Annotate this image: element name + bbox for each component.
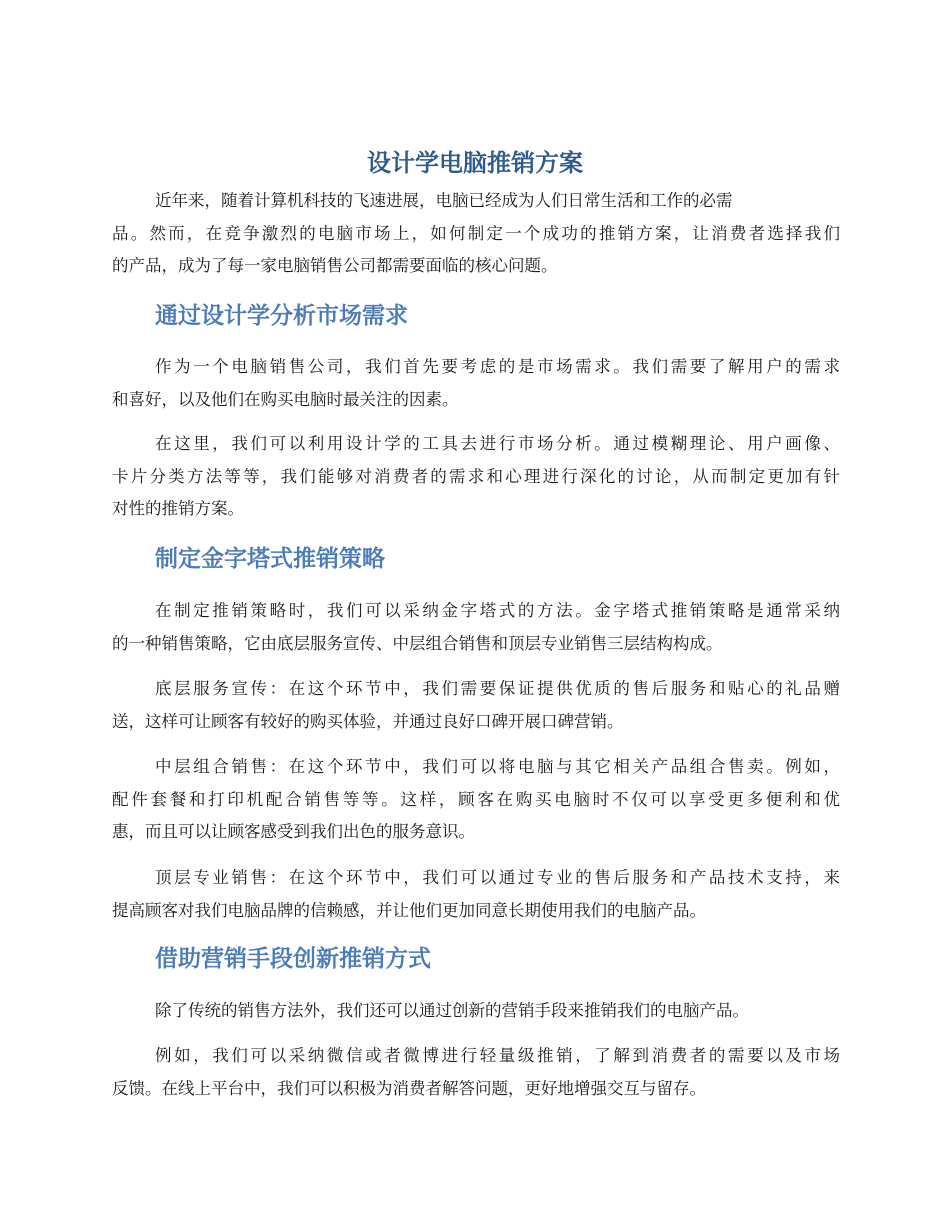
section-heading-pyramid-strategy: 制定金字塔式推销策略 xyxy=(155,546,385,572)
section-heading-market-analysis: 通过设计学分析市场需求 xyxy=(155,303,408,329)
paragraph-line: 的一种销售策略，它由底层服务宣传、中层组合销售和顶层专业销售三层结构构成。 xyxy=(112,633,723,653)
paragraph-line: 在制定推销策略时，我们可以采纳金字塔式的方法。金字塔式推销策略是通常采纳 xyxy=(155,601,840,620)
paragraph-line: 和喜好，以及他们在购买电脑时最关注的因素。 xyxy=(112,389,459,409)
section2-paragraph-3 xyxy=(112,751,840,849)
paragraph-line: 反馈。在线上平台中，我们可以积极为消费者解答问题，更好地增强交互与留存。 xyxy=(112,1078,706,1098)
document-title: 设计学电脑推销方案 xyxy=(367,149,583,177)
paragraph-line: 顶层专业销售：在这个环节中，我们可以通过专业的售后服务和产品技术支持，来 xyxy=(155,868,840,887)
paragraph-line: 卡片分类方法等等，我们能够对消费者的需求和心理进行深化的讨论，从而制定更加有针 xyxy=(112,466,840,486)
paragraph-line: 的产品，成为了每一家电脑销售公司都需要面临的核心问题。 xyxy=(112,256,558,275)
intro-paragraph xyxy=(112,185,840,283)
section-heading-marketing-innovation: 借助营销手段创新推销方式 xyxy=(155,946,431,972)
paragraph-line: 惠，而且可以让顾客感受到我们出色的服务意识。 xyxy=(112,822,475,841)
paragraph-line: 中层组合销售：在这个环节中，我们可以将电脑与其它相关产品组合售卖。例如， xyxy=(155,757,840,776)
paragraph-line: 提高顾客对我们电脑品牌的信赖感，并让他们更加同意长期使用我们的电脑产品。 xyxy=(112,900,706,920)
paragraph-line: 品。然而，在竞争激烈的电脑市场上，如何制定一个成功的推销方案，让消费者选择我们 xyxy=(112,223,840,243)
section3-paragraph-2 xyxy=(112,1040,840,1105)
paragraph-line: 例如，我们可以采纳微信或者微博进行轻量级推销，了解到消费者的需要以及市场 xyxy=(155,1046,840,1065)
section2-paragraph-2 xyxy=(112,673,840,738)
paragraph-line: 配件套餐和打印机配合销售等等。这样，顾客在购买电脑时不仅可以享受更多便利和优 xyxy=(112,789,840,809)
section2-paragraph-1 xyxy=(112,595,840,660)
section1-paragraph-1 xyxy=(112,351,840,416)
paragraph-line: 除了传统的销售方法外，我们还可以通过创新的营销手段来推销我们的电脑产品。 xyxy=(155,1001,749,1020)
paragraph-line: 近年来，随着计算机科技的飞速进展，电脑已经成为人们日常生活和工作的必需 xyxy=(155,191,733,210)
paragraph-line: 送，这样可让顾客有较好的购买体验，并通过良好口碑开展口碑营销。 xyxy=(112,711,624,731)
paragraph-line: 在这里，我们可以利用设计学的工具去进行市场分析。通过模糊理论、用户画像、 xyxy=(155,434,840,453)
paragraph-line: 底层服务宣传：在这个环节中，我们需要保证提供优质的售后服务和贴心的礼品赠 xyxy=(155,679,840,698)
paragraph-line: 对性的推销方案。 xyxy=(112,499,244,518)
section3-paragraph-1 xyxy=(112,995,840,1028)
section2-paragraph-4 xyxy=(112,862,840,927)
paragraph-line: 作为一个电脑销售公司，我们首先要考虑的是市场需求。我们需要了解用户的需求 xyxy=(155,357,840,376)
section1-paragraph-2 xyxy=(112,428,840,526)
